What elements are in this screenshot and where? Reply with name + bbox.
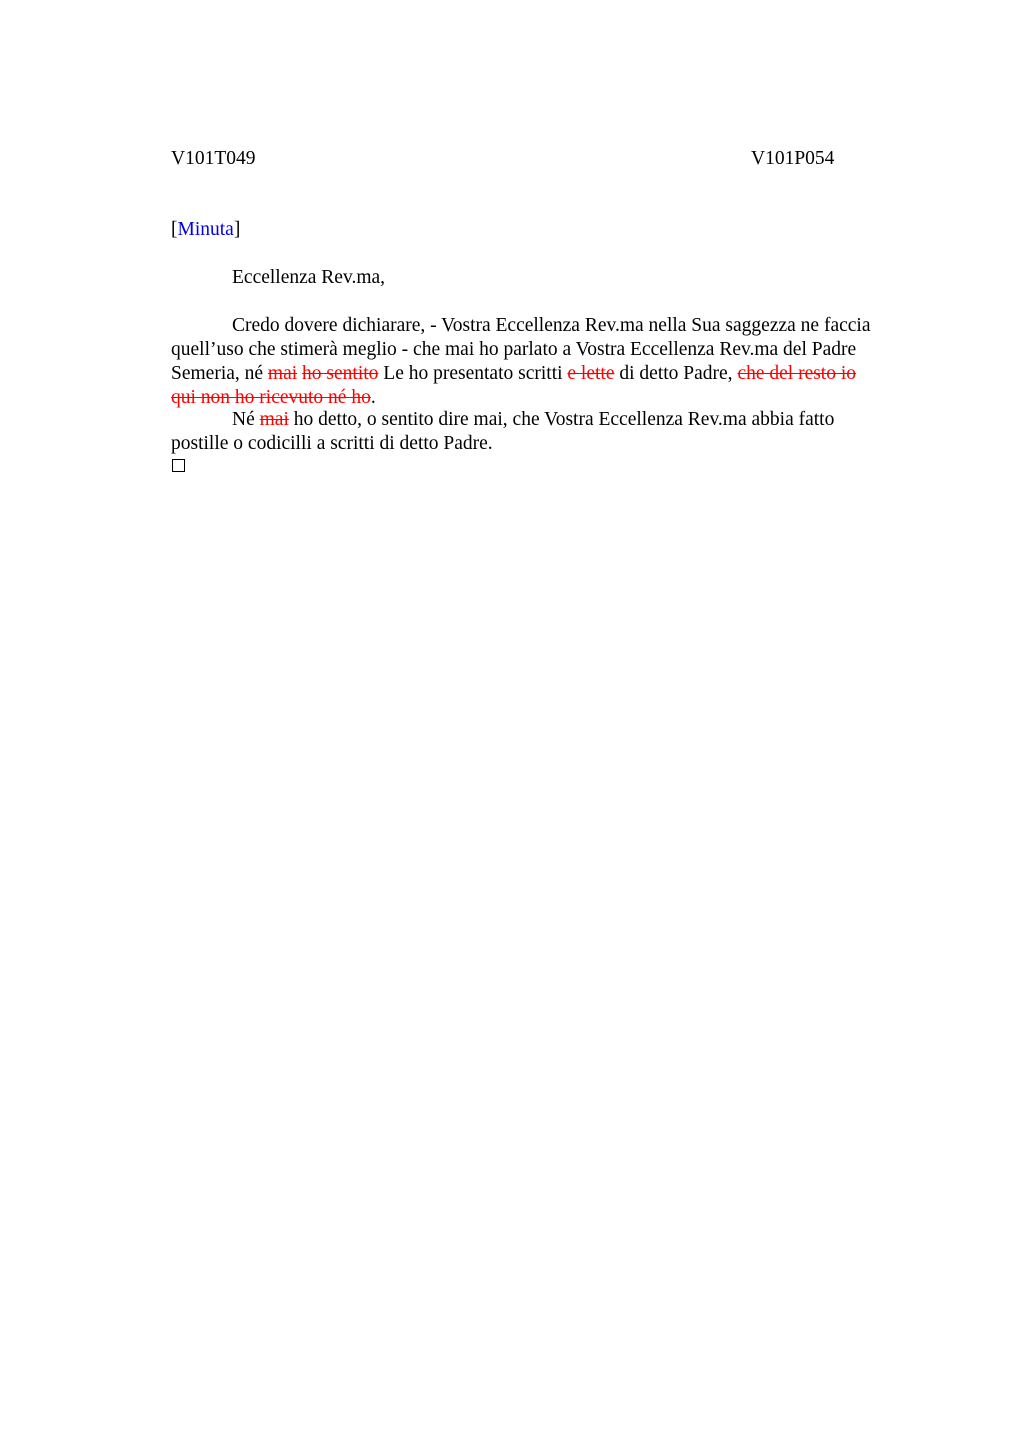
text-segment: ho detto, o sentito dire mai, che Vostra Eccellenza Rev.ma abbia fatto xyxy=(288,409,835,430)
document-code-left: V101T049 xyxy=(171,148,256,169)
text-segment: Semeria, né xyxy=(171,363,268,384)
deleted-text: ho sentito xyxy=(302,363,379,384)
open-bracket: [ xyxy=(171,219,178,240)
checkbox-square-icon xyxy=(172,459,185,472)
text-segment: . xyxy=(370,387,376,408)
deleted-text: che del resto io xyxy=(737,363,857,384)
document-type-label xyxy=(171,219,240,241)
salutation: Eccellenza Rev.ma, xyxy=(232,267,386,288)
paragraph1-line3 xyxy=(171,363,856,385)
minuta-label: Minuta xyxy=(177,219,234,240)
deleted-text: mai xyxy=(259,409,289,430)
deleted-text: e lette xyxy=(567,363,615,384)
text-segment: di detto Padre, xyxy=(614,363,738,384)
paragraph1-line4 xyxy=(171,387,376,409)
text-segment: Le ho presentato scritti xyxy=(378,363,568,384)
document-code-right: V101P054 xyxy=(751,148,835,169)
text-segment: Né xyxy=(232,409,260,430)
deleted-text: mai xyxy=(267,363,298,384)
paragraph2-line2: postille o codicilli a scritti di detto Padre. xyxy=(171,433,493,454)
deleted-text: qui non ho ricevuto né ho xyxy=(171,387,371,408)
paragraph1-line1: Credo dovere dichiarare, - Vostra Eccellenza Rev.ma nella Sua saggezza ne faccia xyxy=(232,315,871,336)
paragraph2-line1 xyxy=(232,409,834,431)
paragraph1-line2: quell’uso che stimerà meglio - che mai ho parlato a Vostra Eccellenza Rev.ma del Padre xyxy=(171,339,857,360)
close-bracket: ] xyxy=(233,219,241,240)
